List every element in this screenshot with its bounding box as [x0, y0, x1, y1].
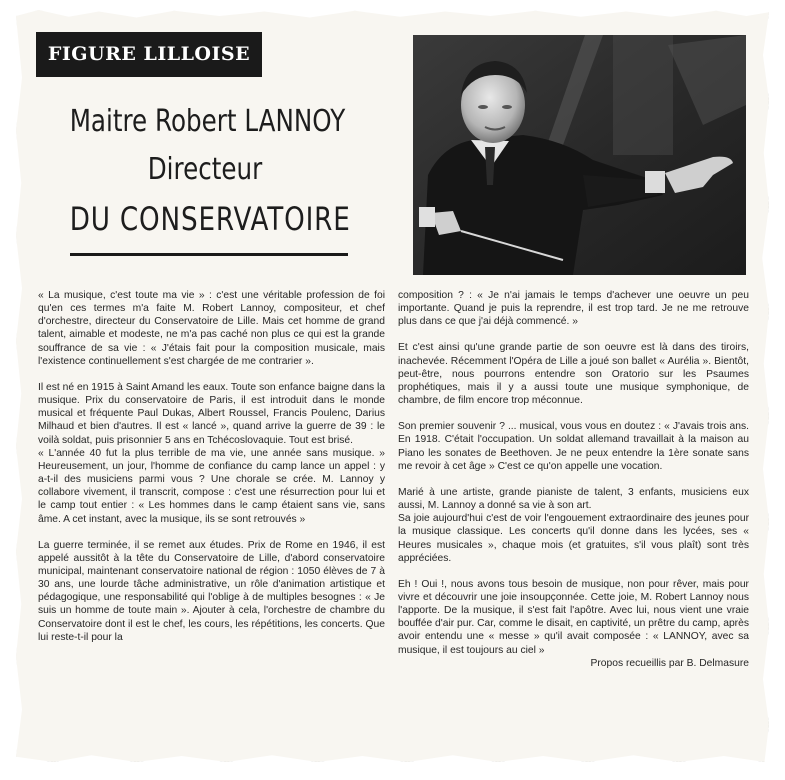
paragraph-conclusion: Eh ! Oui !, nous avons tous besoin de musique, non pour rêver, mais pour vivre et découvrir une joie insoupçonnée. Cette joie, M. Robert Lannoy nous l'apporte. De la musique, il s'est fait l'apôtre. Avec lui, nous vient une vraie bouffée d'air pur. Car, comme le disait, en captivité, un prêtre du camp, après avoir entendu une « messe » qu'il avait composée : « LANNOY, avec sa musique, il est toujours au ciel »	[398, 578, 749, 656]
article-column-1	[38, 289, 385, 644]
headline-rule	[70, 253, 348, 256]
paragraph-intro: « La musique, c'est toute ma vie » : c'est une véritable profession de foi qu'en ces termes m'a faite M. Robert Lannoy, compositeur, et chef d'orchestre, directeur du Conservatoire de Lille. Mais cet homme de grand talent, aimable et modeste, ne m'a pas caché non plus ce qui est la grande souffrance de sa vie : « J'étais fait pour la composition musicale, mais l'existence continuellement s'est chargée de me contrarier ».	[38, 290, 385, 367]
headline-line-3: DU CONSERVATOIRE	[69, 200, 351, 238]
headline-line-1: Maitre Robert LANNOY	[69, 104, 346, 139]
section-label: FIGURE LILLOISE	[36, 32, 262, 77]
paragraph-memory: Son premier souvenir ? ... musical, vous vous en doutez : « J'avais trois ans. En 1918. C'était l'occupation. Un soldat allemand travaillait à la maison au Piano les sonates de Beethoven. Je ne peux entendre la 1ère sonate sans me revoir à cet âge » C'est ce qu'on appelle une vocation.	[398, 421, 749, 472]
paragraph-joy: Sa joie aujourd'hui c'est de voir l'engouement extraordinaire des jeunes pour la musique classique. Les concerts qu'il donne dans les lycées, ses « Heures musicales », chaque mois (et gratuites, s'il vous plaît) sont très appréciées.	[398, 513, 749, 564]
paragraph-works: Et c'est ainsi qu'une grande partie de son oeuvre est là dans des tiroirs, inachevée. Récemment l'Opéra de Lille a joué son ballet « Aurélia ». Bientôt, peut-être, nous pourrons entendre son Oratorio sur les Psaumes prophétiques, mais il y a aussi toute une musique symphonique, de chambre, de film encore trop méconnue.	[398, 342, 749, 407]
conductor-photo-icon	[413, 35, 746, 275]
article-column-2	[398, 289, 749, 670]
paragraph-career: La guerre terminée, il se remet aux études. Prix de Rome en 1946, il est appelé aussitôt à la tête du Conservatoire de Lille, d'abord conservatoire municipal, maintenant conservatoire national de région : 1050 élèves de 7 à 30 ans, une lourde tâche administrative, un rôle d'animation artistique et pédagogique, une responsabilité qui l'oblige à de multiples besognes : « Je suis un homme de toute main ». Ajouter à cela, l'orchestre de chambre du Conservatoire dont il est le chef, les cours, les répétitions, les concerts. Que lui reste-t-il pour la	[38, 539, 385, 643]
byline: Propos recueillis par B. Delmasure	[590, 657, 749, 669]
paragraph-composition: composition ? : « Je n'ai jamais le temps d'achever une oeuvre un peu importante. Quand je puis la reprendre, il est trop tard. Je ne me retrouve plus dans ce que j'ai déjà commencé. »	[398, 290, 749, 328]
paragraph-birth: Il est né en 1915 à Saint Amand les eaux. Toute son enfance baigne dans la musique. Prix du conservatoire de Paris, il est introduit dans le monde musical et fréquente Paul Dukas, Albert Roussel, Francis Poulenc, Darius Milhaud et bien d'autres. Il est « lancé », quand arrive la guerre de 39 : le voilà soldat, puis prisonnier 5 ans en Tchécoslovaquie. Tout est brisé.	[38, 381, 385, 446]
paragraph-family: Marié à une artiste, grande pianiste de talent, 3 enfants, musiciens eux aussi, M. Lannoy a donné sa vie à son art.	[398, 486, 749, 512]
paragraph-war: « L'année 40 fut la plus terrible de ma vie, une année sans musique. » Heureusement, un jour, l'homme de confiance du camp lance un appel : y a-t-il des musiciens parmi vous ? Une chorale se crée. M. Lannoy y collabore vivement, il transcrit, compose : c'est une résurrection pour lui et le camp tout entier : « Les hommes dans le camp étaient sans vie, sans âme. A cet instant, avec la musique, ils se sont retrouvés »	[38, 447, 385, 525]
headline-line-2: Directeur	[147, 152, 263, 187]
